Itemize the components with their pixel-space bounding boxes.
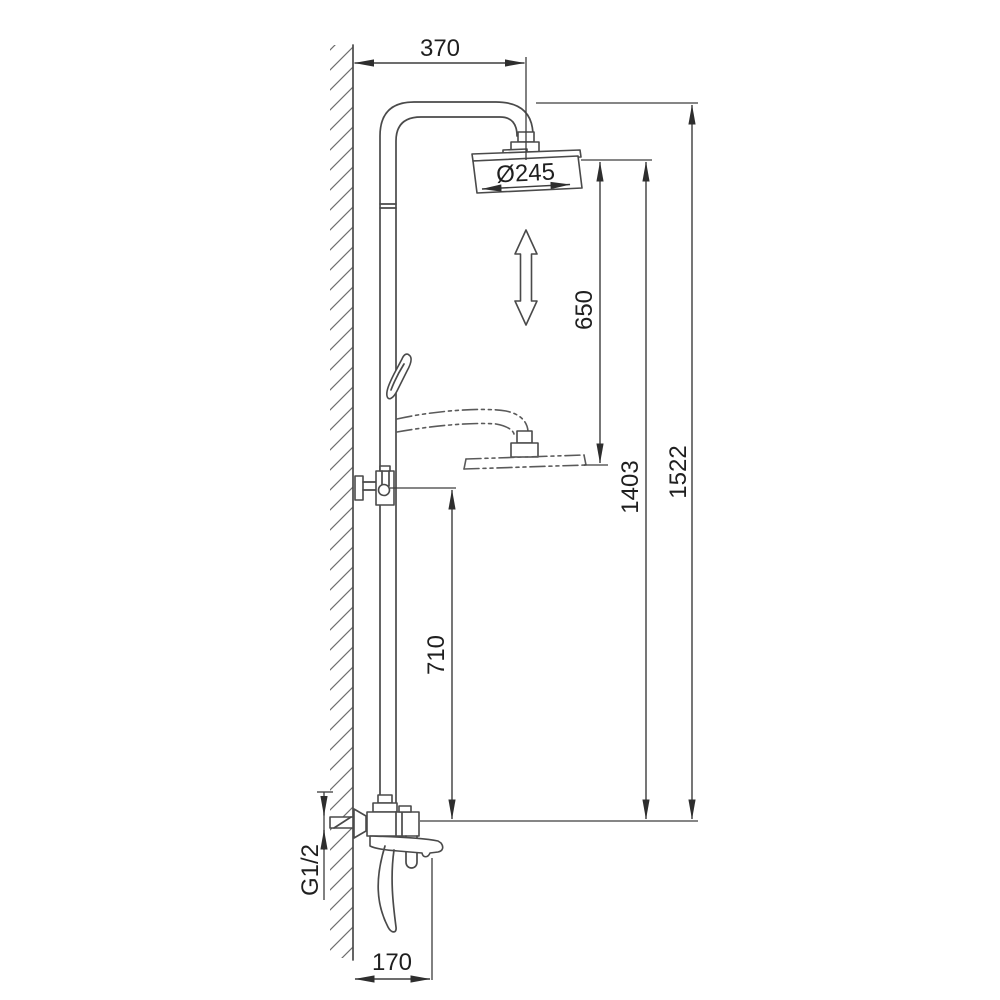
dim-mixer-to-bracket <box>423 490 452 819</box>
bracket-wall-plate <box>355 476 363 500</box>
height-adjust-arrow-icon <box>515 230 537 325</box>
riser-pipe-inner <box>396 117 517 810</box>
riser-pipe <box>380 102 533 810</box>
dim-total-height <box>665 105 692 819</box>
hand-shower <box>387 354 411 399</box>
wall-escutcheon <box>354 809 366 838</box>
lowered-position-phantom <box>397 409 586 469</box>
bracket-knob <box>379 485 390 496</box>
phantom-arm-lower <box>397 423 514 434</box>
bracket-collar <box>380 466 390 471</box>
dim-label-mixer-to-bracket: 710 <box>423 634 450 676</box>
dim-label-adjust-range: 650 <box>571 289 598 331</box>
hand-shower-wand <box>387 354 411 399</box>
dim-label-wall-offset: 370 <box>419 35 461 62</box>
dim-adjust-range <box>571 162 600 463</box>
diverter-knob <box>399 806 411 812</box>
phantom-head-left <box>464 459 466 469</box>
phantom-head-bottom <box>464 465 586 469</box>
phantom-head-stub <box>517 431 532 443</box>
phantom-head-nut <box>511 443 538 457</box>
pipe-collar <box>373 803 397 812</box>
dim-label-mixer-to-head: 1403 <box>617 460 644 514</box>
dim-spout-reach <box>355 949 430 979</box>
dim-label-head-diameter: Ø245 <box>495 158 556 189</box>
double-arrow <box>515 230 537 325</box>
pipe-adjuster <box>378 795 392 803</box>
dim-label-total-height: 1522 <box>665 445 692 499</box>
dim-label-connection-thread: G1/2 <box>297 843 324 897</box>
dim-connection-thread <box>297 792 333 900</box>
dim-mixer-to-head <box>617 162 646 819</box>
shower-hose <box>378 846 396 932</box>
rail-bracket <box>355 466 394 505</box>
phantom-head-right <box>584 455 586 465</box>
mixer-body <box>367 812 419 836</box>
riser-pipe-outer <box>380 102 533 810</box>
dim-label-spout-reach: 170 <box>371 949 413 976</box>
